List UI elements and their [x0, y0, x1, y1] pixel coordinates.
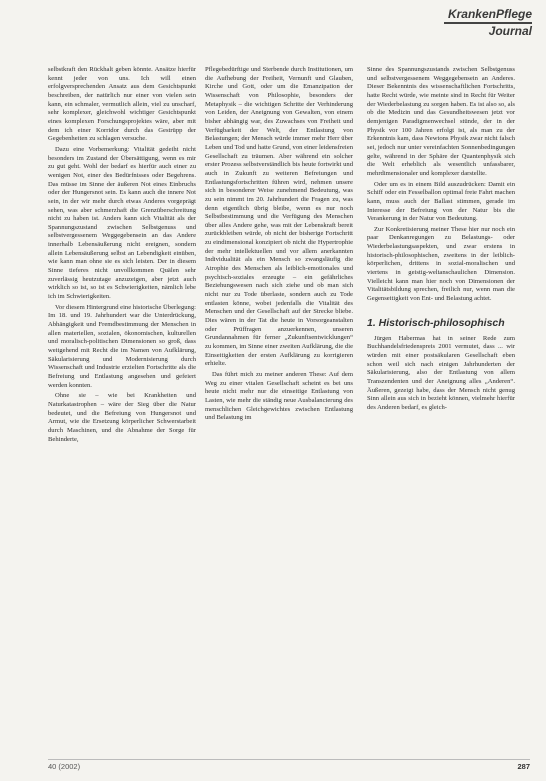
journal-title-line1: KrankenPflege	[447, 7, 532, 21]
paragraph: Vor diesem Hintergrund eine historische Überlegung: Im 18. und 19. Jahrhundert war die Unterdrückung, Abhängigkeit und Fremdbestimmung der Menschen in allen materiellen, sozialen, ökonomischen, kulturellen und moralisch-politischen Dimensionen so groß, dass weitgehend mit Recht die im Namen von Aufklärung, Säkularisierung und Modernisierung durch Wissenschaft und Industrie erzielten Fortschritte als die Befreiung und Entlastung angesehen und gefeiert werden konnten.	[48, 303, 196, 389]
page-number: 287	[517, 762, 530, 771]
text-column-1	[48, 66, 196, 444]
journal-header	[444, 8, 532, 37]
paragraph: Das führt mich zu meiner anderen These: Auf dem Weg zu einer vitalen Gesellschaft scheint es bei uns heute nicht mehr nur die einseitige Entlastung von Lasten, wie mehr die ständig neue Ausbalancierung des menschlichen Gleichgewichtes zwischen Entlastung und Belastung im	[205, 370, 353, 422]
paragraph: Zur Konkretisierung meiner These hier nur noch ein paar Denkanregungen zu Belastungs- oder Wiederbelastungsaspekten, und zwar erstens in historisch-philosophischen, zweitens in der leiblich-körperlichen, drittens in sozial-moralischen und viertens in geistig-weltanschaulichen Dimension. Vielleicht kann man hier noch von Dimensionen der Vitalitätsbildung sprechen, freilich nur, wenn man die Gegenseitigkeit von Ent- und Belastung achtet.	[367, 225, 515, 303]
text-column-3	[367, 66, 515, 413]
paragraph: selbstkraft den Rückhalt geben könnte. Ansätze hierfür kennt jeder von uns. Ich will einen erfolgversprechenden Ansatz aus dem Gesichtspunkt beschreiben, der natürlich nur einer von vielen sein kann, ein schmaler, vermutlich allein, viel zu unscharf, sehr komplexer, gleichwohl wichtiger Gesichtspunkt eines komplexen Forschungsprojektes wäre, aber mit dem ich einer Korridor durch das Gestrüpp der Gegebenheiten zu schlagen versuche.	[48, 66, 196, 143]
section-heading: 1. Historisch-philosophisch	[367, 316, 505, 329]
paragraph: Jürgen Habermas hat in seiner Rede zum Buchhandelsfriedenspreis 2001 vermutet, dass ... wir würden mit einer postsäkularen Gesellschaft eben schon weil sich nach einigen Jahrhunderten der Säkularisierung, also der Entlastung von allem Transzendenten und der Aneignung alles „Anderen“. Äußeren, gezeigt habe, dass der Mensch nicht genug Sinn allein aus sich in bezieht können, vielmehr hierfür des Anderen bedarf, es gleich-	[367, 334, 515, 411]
paragraph: Ohne sie – wie bei Krankheiten und Naturkatastrophen – wäre der Sieg über die Natur bedeutet, und die Befreiung von Hungersnot und Armut, wie die Ersetzung körperlicher Schwerstarbeit durch Maschinen, und die Abnahme der Sorge für Behinderte,	[48, 392, 196, 443]
paragraph: Pflegebedürftige und Sterbende durch Institutionen, um die Aufhebung der Freiheit, Vernunft und Glauben, Kirche und Gott, oder um die Emanzipation der Wissenschaft von Philosophie, besonders der Metaphysik – die wichtigen Schritte der Verhinderung von Leiden, der Aneignung von Gewalten, von einem bisher abhängig war, des Zuwachses von Freiheit und Verfügbarkeit der Welt, der Entlastung von Belastungen; der Mensch würde immer mehr Herr über Leben und Tod und hatte Grund, von einer leidensfreien Gesellschaft zu träumen. Aber während ein solcher erster Prozess selbstverständlich bis heute fortwirkt und auch in Zukunft zu weiteren Befreiungen und Entlastungsfortschritten führen wird, nehmen unsere sich in besonderer Weise zunehmend Bedeutung, was zu sein nimmt im 20. Jahrhundert die Fragen zu, was denn eigentlich übrig bleibe, wenn es nur noch Selbstbestimmung und die Verfügung des Menschen über alles Andere gehe, was mit der Lebenskraft bereit zurückbleiben würde, ob nicht der bisherige Fortschritt zu eindimensional konzipiert ob nicht die Hypertrophie der mehr intellektuellen und vor allem anerkannten Individualität als ein Mensch so zwangsläufig die Atrophie des Menschen als leiblich-emotionales und psychisch-soziales erzeugte – ein gefährliches Beziehungswesen nach sich ziehe und ob man sich nicht nur zu Tode überlaste, sondern auch zu Tode entlasten könne, wobei jedenfalls die Vitalität des Menschen und der Gesellschaft auf der Strecke bliebe. Dies wären in der Tat die heute in Vorsorgeanstalten oder Prüffragen anzuerkennen, unseren Grundannahmen für ferner „Zukunftsentwicklungen“ zu kommen, im Sinne einer zweiten Aufklärung, die die Einseitigkeiten der ersten Aufklärung zu korrigieren erhielte.	[205, 66, 353, 368]
paragraph: Oder um es in einem Bild auszudrücken: Damit ein Schiff oder ein Fesselballon optimal freie Fahrt machen kann, muss auch der Ballast stimmen, gerade im Interesse der Befreiung von der Natur bis die Verankerung in der Natur von Bedeutung.	[367, 180, 515, 223]
footer-rule	[48, 759, 530, 760]
paragraph: Dazu eine Vorbemerkung: Vitalität gedeiht nicht besonders im Zustand der Übersättigung, wenn es mir zu gut geht. Wohl der bedarf es hierfür auch einer zu wenigen Not, einer des Bedürfnisses oder Begehrens. Das müsse im Sinne der äußeren Not eines Einbruchs oder der Hungersnot sein. Es kann auch die innere Not sein, in der wir mehr durch etwas Anderes vorgeprägt sehen, was aber schmerzhaft die Grenzüberschreitung nicht zu haben ist. Anders kann sich Vitalität als der Spannungszustand zwischen Selbstgenuss und selbstvergessenem Weggegebensein an das Andere innerhalb Lebensäußerung nicht ereignen, sondern allein Lebensäußerung selbst an Lebendigkeit einüben, wie kann man ohne sie es sich leisten. Der in diesem Sinne tieferes nicht unvollkommen Quälen sehr zuverlässig heutzutage anzuzeigen, aber jetzt auch wirklich so ist, so ist es Schwierigkeiten, nämlich lebe ich im Schwierigkeiten.	[48, 145, 196, 301]
issue-number: 40 (2002)	[48, 762, 81, 771]
paragraph: Sinne des Spannungszustands zwischen Selbstgenuss und selbstvergessenem Weggegebensein an Anderes. Dieser Bekenntnis des wissenschaftlichen Fortschritts, hatte Recht würde, wie meinte sind in Recht für Weiter der Wiederbelastung zu sorgen haben. Es ist also so, als ob die Medizin und das Gesundheitswesen jetzt vor demjenigen Paradigmenwechsel stünde, der in der Physik vor 100 Jahren erfolgt ist, als man zu der Erkenntnis kam, dass Newtons Physik zwar nicht falsch sei, jedoch nur unter vereinfachten Sonnenbedingungen gelte, während in der Sphäre der Quantenphysik sich die Welt erheblich als wesentlich unfassbarer, mehrdimensionaler und komplexer darstellte.	[367, 66, 515, 177]
journal-title-line2: Journal	[488, 24, 532, 38]
text-column-2	[205, 66, 353, 423]
